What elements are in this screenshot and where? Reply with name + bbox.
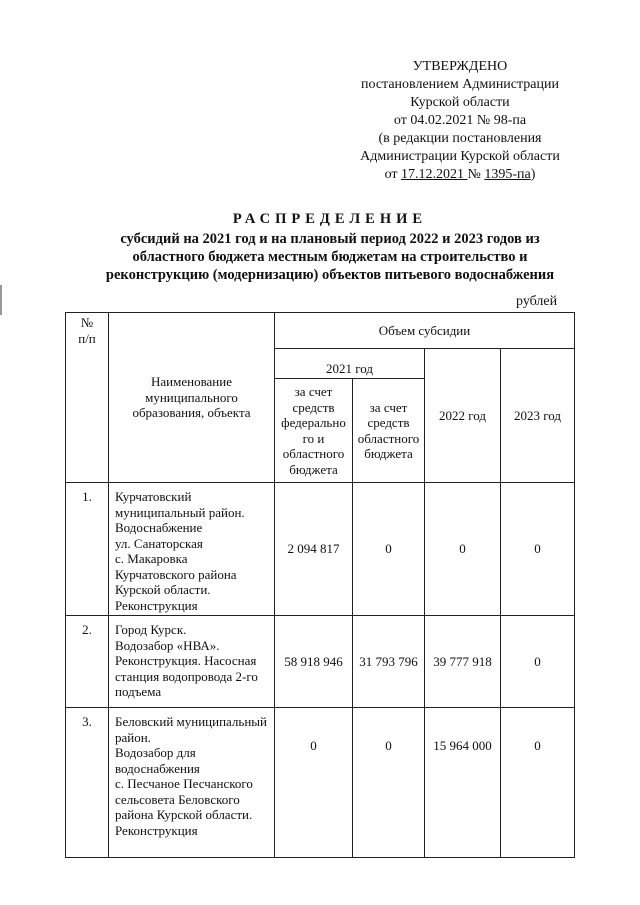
row-name-line: ул. Санаторская <box>115 535 203 551</box>
row-name-line: Курчатовский <box>115 489 192 504</box>
row-name-line: район. <box>115 729 151 745</box>
row-name-line: Реконструкция. Насосная <box>115 653 257 668</box>
document-title <box>90 210 570 284</box>
header-volume: Объем субсидии <box>275 313 575 349</box>
row-name-line: Реконструкция <box>115 822 198 838</box>
row-name-line: Водозабор для <box>115 745 196 760</box>
cell-2023: 0 <box>501 616 575 708</box>
approval-line-3: от 04.02.2021 № 98-па <box>393 113 527 128</box>
row-name-line: с. Макаровка <box>115 551 188 566</box>
approval-line-4: (в редакции постановления <box>378 131 542 146</box>
header-2021: 2021 год <box>275 349 425 379</box>
cell-federal: 58 918 946 <box>275 616 353 708</box>
header-federal: за счет средств федерально го и областного бюджета <box>275 379 353 483</box>
header-number: № п/п <box>66 313 109 483</box>
header-regional: за счет средств областного бюджета <box>353 379 425 483</box>
header-name: Наименование муниципального образования, объекта <box>109 313 275 483</box>
cell-federal: 0 <box>275 708 353 858</box>
cell-2022: 15 964 000 <box>425 708 501 858</box>
header-2022: 2022 год <box>425 349 501 483</box>
cell-regional: 31 793 796 <box>353 616 425 708</box>
scan-margin-mark <box>0 285 2 315</box>
row-name-line: Курчатовского района <box>115 566 237 582</box>
approval-line-5: Администрации Курской области <box>360 149 560 164</box>
row-name-line: муниципальный район. <box>115 504 245 520</box>
currency-unit: рублей <box>516 294 558 309</box>
approval-amend-date: 17.12.2021 <box>401 167 468 182</box>
cell-federal: 2 094 817 <box>275 483 353 616</box>
row-name <box>109 483 275 616</box>
approval-line-2: Курской области <box>410 95 510 110</box>
title-line-1: субсидий на 2021 год и на плановый период 2022 и 2023 годов из <box>120 231 540 247</box>
row-name-line: станция водопровода 2-го <box>115 668 258 684</box>
row-number: 3. <box>66 708 109 858</box>
row-name-line: Водоснабжение <box>115 520 203 535</box>
subsidy-table <box>65 312 575 858</box>
row-name-line: подъема <box>115 684 162 699</box>
approval-line-1: постановлением Администрации <box>361 77 559 92</box>
cell-regional: 0 <box>353 483 425 616</box>
cell-2022: 39 777 918 <box>425 616 501 708</box>
row-name-line: Курской области. <box>115 582 211 597</box>
cell-regional: 0 <box>353 708 425 858</box>
row-name <box>109 708 275 858</box>
approval-heading: УТВЕРЖДЕНО <box>412 59 508 74</box>
cell-2023: 0 <box>501 483 575 616</box>
row-number: 2. <box>66 616 109 708</box>
approval-line-6-prefix: от <box>384 167 402 182</box>
approval-line-6 <box>330 166 590 184</box>
approval-amend-number: 1395-па <box>484 167 531 182</box>
title-line-2: областного бюджета местным бюджетам на строительство и <box>132 249 528 265</box>
table-row <box>66 616 575 708</box>
approval-line-6-suffix: ) <box>530 167 536 182</box>
title-heading: РАСПРЕДЕЛЕНИЕ <box>232 211 428 227</box>
row-number: 1. <box>66 483 109 616</box>
row-name-line: Беловский муниципальный <box>115 714 267 729</box>
row-name-line: района Курской области. <box>115 807 253 822</box>
cell-2023: 0 <box>501 708 575 858</box>
title-line-3: реконструкцию (модернизацию) объектов питьевого водоснабжения <box>105 267 555 283</box>
row-name-line: Город Курск. <box>115 622 187 637</box>
cell-2022: 0 <box>425 483 501 616</box>
table-row <box>66 708 575 858</box>
row-name-line: водоснабжения <box>115 760 200 776</box>
approval-stamp <box>330 58 590 184</box>
row-name <box>109 616 275 708</box>
row-name-line: с. Песчаное Песчанского <box>115 776 253 791</box>
row-name-line: сельсовета Беловского <box>115 791 240 807</box>
table-row <box>66 483 575 616</box>
row-name-line: Реконструкция <box>115 597 198 613</box>
header-2023: 2023 год <box>501 349 575 483</box>
approval-line-6-mid: № <box>467 167 485 182</box>
row-name-line: Водозабор «НВА». <box>115 637 220 653</box>
